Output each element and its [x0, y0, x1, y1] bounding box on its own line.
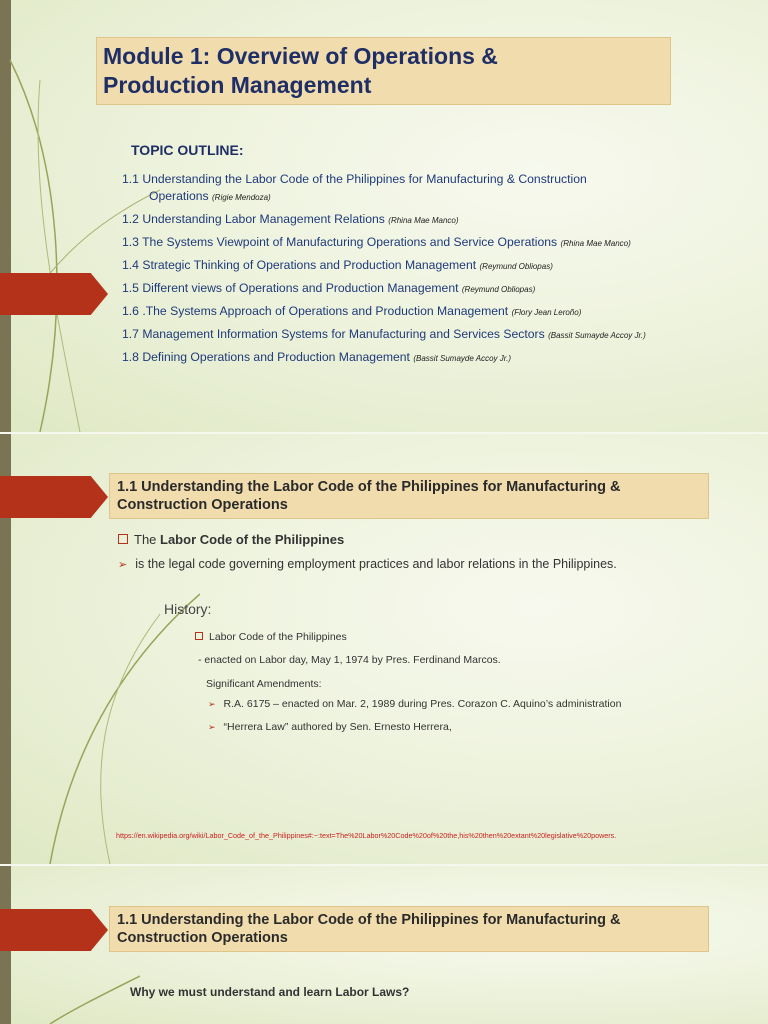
sub-bullet-text: Labor Code of the Philippines: [209, 631, 347, 643]
outline-item-text: 1.5 Different views of Operations and Production Management: [122, 281, 459, 295]
bullet-bold-text: Labor Code of the Philippines: [160, 532, 345, 547]
outline-item-author: (Reymund Obliopas): [479, 262, 553, 271]
outline-item-text: 1.3 The Systems Viewpoint of Manufacturing Operations and Service Operations: [122, 235, 558, 249]
enacted-text: - enacted on Labor day, May 1, 1974 by Pres. Ferdinand Marcos.: [198, 654, 501, 666]
title-line-2: Production Management: [103, 72, 372, 98]
outline-item-1-4: [122, 258, 553, 272]
outline-item-text: 1.8 Defining Operations and Production Management: [122, 350, 410, 364]
definition-text: is the legal code governing employment practices and labor relations in the Philippines.: [135, 557, 617, 571]
outline-item-author: (Bassit Sumayde Accoy Jr.): [548, 331, 646, 340]
amendment-2: [208, 721, 452, 733]
outline-item-author: (Rhina Mae Manco): [560, 239, 631, 248]
amendment-1: [208, 698, 621, 710]
bullet-prefix: The: [134, 532, 161, 547]
outline-item-1-7: [122, 327, 646, 341]
source-link[interactable]: https://en.wikipedia.org/wiki/Labor_Code_of_the_Philippines#:~:text=The%20Labor%20Code%20of%20the,his%20then%20extant%20legislative%20powers.: [116, 831, 617, 840]
square-bullet-icon: [118, 534, 128, 544]
arrow-bullet-icon: ➢: [208, 699, 216, 709]
outline-item-text: Operations: [149, 189, 209, 203]
arrow-bullet-icon: ➢: [208, 722, 216, 732]
arrow-bullet-icon: ➢: [118, 559, 128, 571]
outline-item-1-5: [122, 281, 535, 295]
slide-title: [109, 473, 709, 519]
outline-item-1-8: [122, 350, 511, 364]
square-bullet-icon: [195, 632, 203, 640]
arrow-marker: [0, 476, 108, 518]
outline-item-1-2: [122, 212, 459, 226]
slide-2: [0, 434, 768, 864]
slide-1: [0, 0, 768, 432]
outline-item-text: 1.7 Management Information Systems for Manufacturing and Services Sectors: [122, 327, 545, 341]
outline-item-author: (Reymund Obliopas): [461, 285, 536, 294]
outline-item-1-1-cont: [149, 189, 271, 203]
amendment-text: R.A. 6175 – enacted on Mar. 2, 1989 during Pres. Corazon C. Aquino’s administration: [223, 698, 622, 710]
history-label: History:: [164, 601, 212, 617]
slide-title: [109, 906, 709, 952]
arrow-marker: [0, 909, 108, 951]
outline-item-author: (Rigie Mendoza): [212, 193, 271, 202]
outline-item-author: (Bassit Sumayde Accoy Jr.): [413, 354, 511, 363]
outline-item-1-1: [122, 172, 587, 186]
arrow-marker: [0, 273, 108, 315]
question-text: Why we must understand and learn Labor Laws?: [130, 985, 410, 999]
bullet-labor-code: [118, 532, 344, 547]
title-line-1: 1.1 Understanding the Labor Code of the Philippines for Manufacturing &: [117, 912, 621, 928]
amendments-label: Significant Amendments:: [206, 678, 322, 690]
title-line-1: Module 1: Overview of Operations &: [103, 43, 498, 69]
outline-item-1-6: [122, 304, 581, 318]
outline-item-1-3: [122, 235, 631, 249]
slide-3: [0, 866, 768, 1024]
sub-bullet-labor-code: [195, 631, 347, 643]
amendment-text: “Herrera Law” authored by Sen. Ernesto Herrera,: [223, 721, 452, 733]
outline-item-text: 1.6 .The Systems Approach of Operations and Production Management: [122, 304, 509, 318]
outline-heading: TOPIC OUTLINE:: [131, 142, 244, 158]
outline-item-author: (Flory Jean Leroño): [511, 308, 582, 317]
title-line-2: Construction Operations: [117, 930, 288, 946]
title-line-2: Construction Operations: [117, 497, 288, 513]
outline-item-text: 1.4 Strategic Thinking of Operations and Production Management: [122, 258, 477, 272]
title-line-1: 1.1 Understanding the Labor Code of the Philippines for Manufacturing &: [117, 479, 621, 495]
outline-item-text: 1.2 Understanding Labor Management Relations: [122, 212, 385, 226]
bullet-definition: [118, 557, 617, 571]
page-title: [96, 37, 671, 105]
outline-item-text: 1.1 Understanding the Labor Code of the Philippines for Manufacturing & Construction: [122, 172, 587, 186]
outline-item-author: (Rhina Mae Manco): [388, 216, 459, 225]
